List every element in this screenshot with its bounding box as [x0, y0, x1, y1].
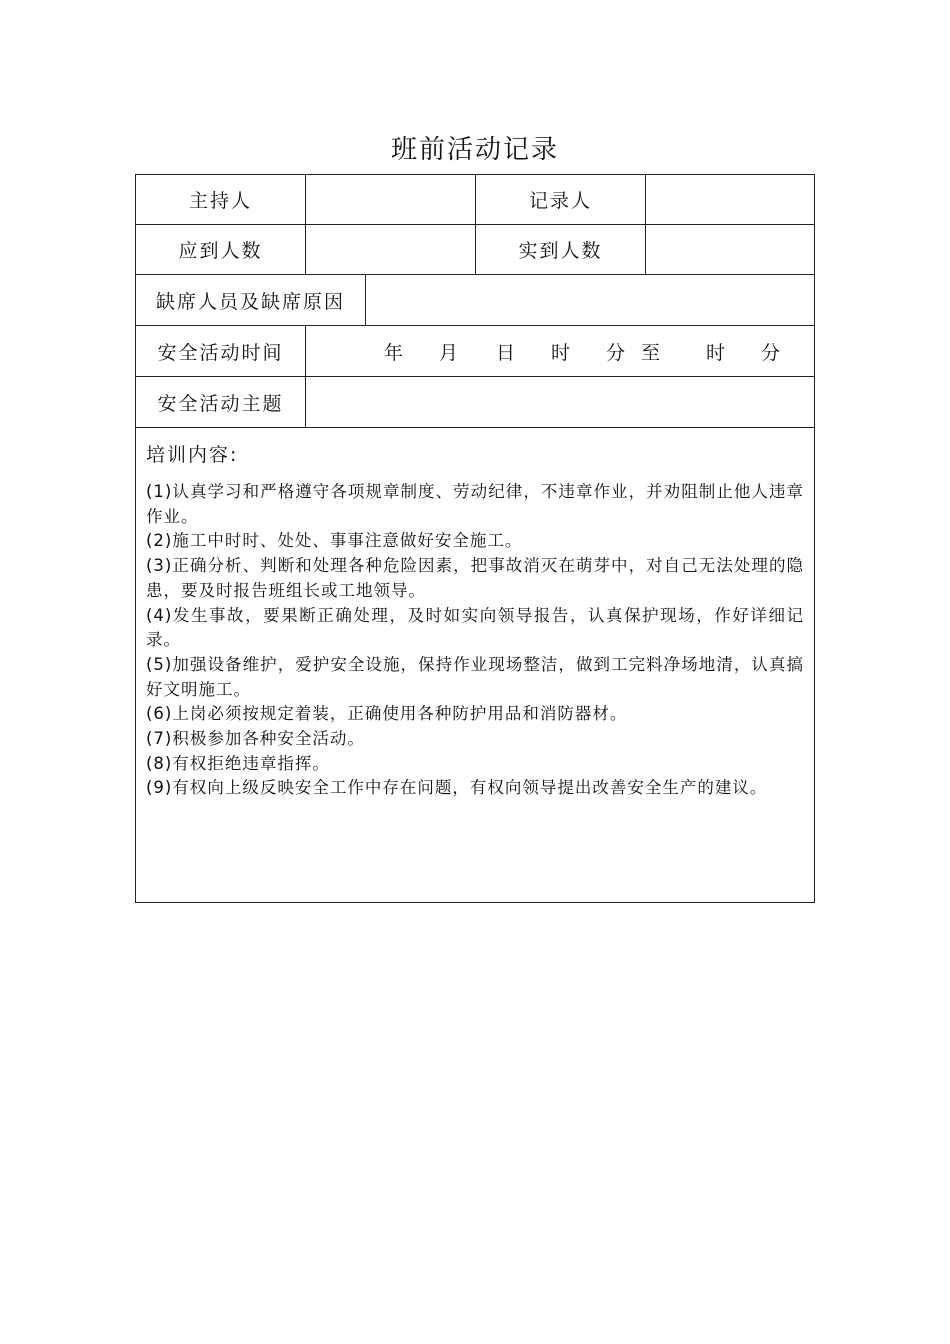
form-row-topic — [136, 377, 814, 428]
training-item: (9)有权向上级反映安全工作中存在问题，有权向领导提出改善安全生产的建议。 — [146, 778, 768, 798]
time-hour-unit-end: 时 — [706, 341, 726, 364]
form-row-absent — [136, 275, 814, 326]
time-minute-unit-end: 分 — [761, 341, 781, 364]
training-item: (6)上岗必须按规定着装，正确使用各种防护用品和消防器材。 — [146, 704, 628, 724]
form-row-host — [136, 175, 814, 225]
expected-count-label: 应到人数 — [178, 240, 263, 262]
activity-record-form — [135, 174, 815, 903]
actual-count-field[interactable] — [646, 225, 814, 274]
training-heading: 培训内容: — [146, 444, 239, 466]
form-row-time — [136, 326, 814, 377]
absent-value-field[interactable] — [366, 275, 814, 325]
host-value-field[interactable] — [306, 175, 475, 224]
actual-count-label: 实到人数 — [518, 240, 603, 262]
training-item: (3)正确分析、判断和处理各种危险因素，把事故消灭在萌芽中，对自己无法处理的隐患，要及时报告班组长或工地领导。 — [146, 556, 804, 600]
time-hour-unit: 时 — [551, 341, 571, 364]
time-value-field[interactable] — [306, 326, 814, 376]
topic-label: 安全活动主题 — [157, 392, 284, 415]
recorder-label: 记录人 — [528, 190, 592, 212]
page-title: 班前活动记录 — [390, 135, 559, 165]
recorder-value-field[interactable] — [646, 175, 814, 224]
absent-label: 缺席人员及缺席原因 — [155, 290, 345, 313]
form-row-attendance — [136, 225, 814, 275]
time-label: 安全活动时间 — [157, 341, 284, 364]
training-item: (1)认真学习和严格遵守各项规章制度、劳动纪律，不违章作业，并劝阻制止他人违章作业。 — [146, 482, 804, 526]
host-label: 主持人 — [188, 190, 252, 212]
time-minute-unit: 分 — [606, 341, 626, 364]
time-to-separator: 至 — [641, 341, 661, 364]
time-month-unit: 月 — [439, 341, 459, 364]
training-content — [136, 428, 814, 801]
time-day-unit: 日 — [496, 341, 516, 364]
topic-value-field[interactable] — [306, 377, 814, 427]
training-item: (4)发生事故，要果断正确处理，及时如实向领导报告，认真保护现场，作好详细记录。 — [146, 605, 804, 650]
time-year-unit: 年 — [384, 341, 404, 364]
expected-count-field[interactable] — [306, 225, 475, 274]
training-item: (8)有权拒绝违章指挥。 — [146, 753, 330, 773]
training-item: (7)积极参加各种安全活动。 — [146, 729, 365, 749]
training-item: (2)施工中时时、处处、事事注意做好安全施工。 — [146, 531, 523, 551]
training-item: (5)加强设备维护，爱护安全设施，保持作业现场整洁，做到工完料净场地清，认真搞好文明施工。 — [146, 654, 804, 699]
